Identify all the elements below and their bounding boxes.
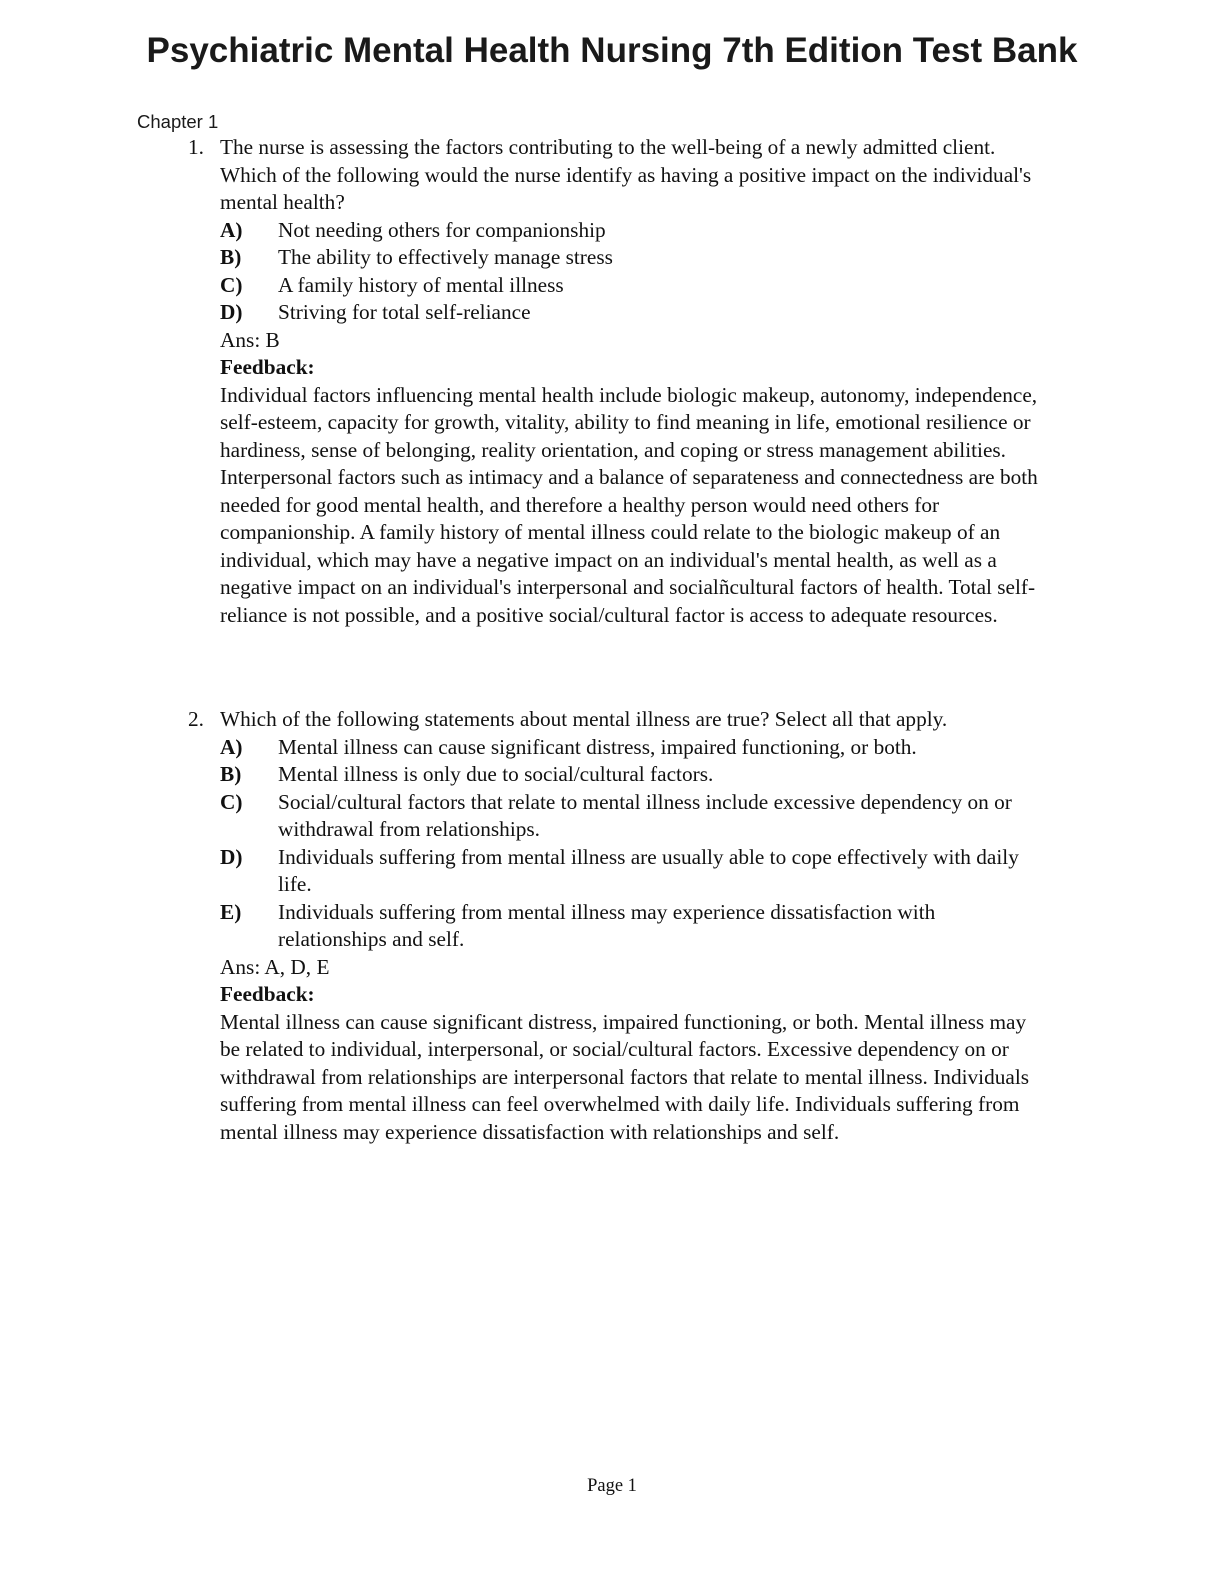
option-letter: E) (220, 899, 242, 924)
option-a (220, 217, 1040, 245)
question-body (220, 706, 1040, 1146)
option-text: Social/cultural factors that relate to mental illness include excessive dependency on or withdrawal from relationships. (278, 789, 1012, 841)
feedback-text: Mental illness can cause significant distress, impaired functioning, or both. Mental illness may be related to individual, interpersonal, or social/cultural factors. Excessive dependency on or withdrawal from relationships are interpersonal factors that relate to mental illness. Individuals suffering from mental illness can feel overwhelmed with daily life. Individuals suffering from mental illness may experience dissatisfaction with relationships and self. (220, 1009, 1030, 1144)
option-letter: D) (220, 844, 243, 869)
option-b (220, 244, 1040, 272)
feedback-heading: Feedback: (220, 355, 315, 379)
option-text: Striving for total self-reliance (278, 300, 531, 324)
option-letter: C) (220, 789, 243, 814)
answer-key: Ans: A, D, E (220, 954, 330, 979)
feedback-heading: Feedback: (220, 982, 315, 1006)
option-letter: A) (220, 217, 243, 242)
page-number: Page 1 (587, 1476, 637, 1496)
question-stem: The nurse is assessing the factors contributing to the well-being of a newly admitted client. Which of the following would the nurse identify as having a positive impact on the individual's mental health? (220, 135, 1032, 214)
option-c (220, 272, 1040, 300)
option-text: A family history of mental illness (278, 272, 564, 297)
answer-options (220, 217, 1040, 327)
question-stem: Which of the following statements about mental illness are true? Select all that apply. (220, 707, 948, 731)
question-number: 2. (188, 707, 204, 731)
option-text: Individuals suffering from mental illness are usually able to cope effectively with daily life. (278, 844, 1019, 896)
answer-options (220, 734, 1040, 954)
option-d (220, 844, 1040, 899)
option-letter: A) (220, 734, 243, 759)
option-text: Mental illness is only due to social/cultural factors. (278, 762, 714, 786)
option-letter: C) (220, 272, 243, 297)
chapter-heading: Chapter 1 (137, 111, 219, 132)
option-text: Individuals suffering from mental illness may experience dissatisfaction with relationships and self. (278, 899, 936, 951)
answer-key: Ans: B (220, 327, 280, 352)
option-b (220, 761, 1040, 789)
feedback-text: Individual factors influencing mental health include biologic makeup, autonomy, independence, self-esteem, capacity for growth, vitality, ability to find meaning in life, emotional resilience or hardiness, sense of belonging, reality orientation, and coping or stress management abilities. Interpersonal factors such as intimacy and a balance of separateness and connectedness are both needed for good mental health, and therefore a healthy person would need others for companionship. A family history of mental illness could relate to the biologic makeup of an individual, which may have a negative impact on an individual's mental health, as well as a negative impact on an individual's interpersonal and socialñcultural factors of health. Total self-reliance is not possible, and a positive social/cultural factor is access to adequate resources. (220, 382, 1038, 627)
question-number: 1. (188, 135, 204, 159)
option-a (220, 734, 1040, 762)
option-e (220, 899, 1040, 954)
option-letter: D) (220, 300, 243, 324)
option-text: The ability to effectively manage stress (278, 245, 613, 269)
option-letter: B) (220, 245, 242, 269)
question-1 (0, 134, 1224, 629)
option-text: Mental illness can cause significant distress, impaired functioning, or both. (278, 734, 917, 759)
question-body (220, 134, 1040, 629)
option-c (220, 789, 1040, 844)
option-text: Not needing others for companionship (278, 217, 606, 242)
option-letter: B) (220, 762, 242, 786)
option-d (220, 299, 1040, 327)
question-2 (0, 706, 1224, 1146)
page-title: Psychiatric Mental Health Nursing 7th Edition Test Bank (146, 31, 1078, 70)
